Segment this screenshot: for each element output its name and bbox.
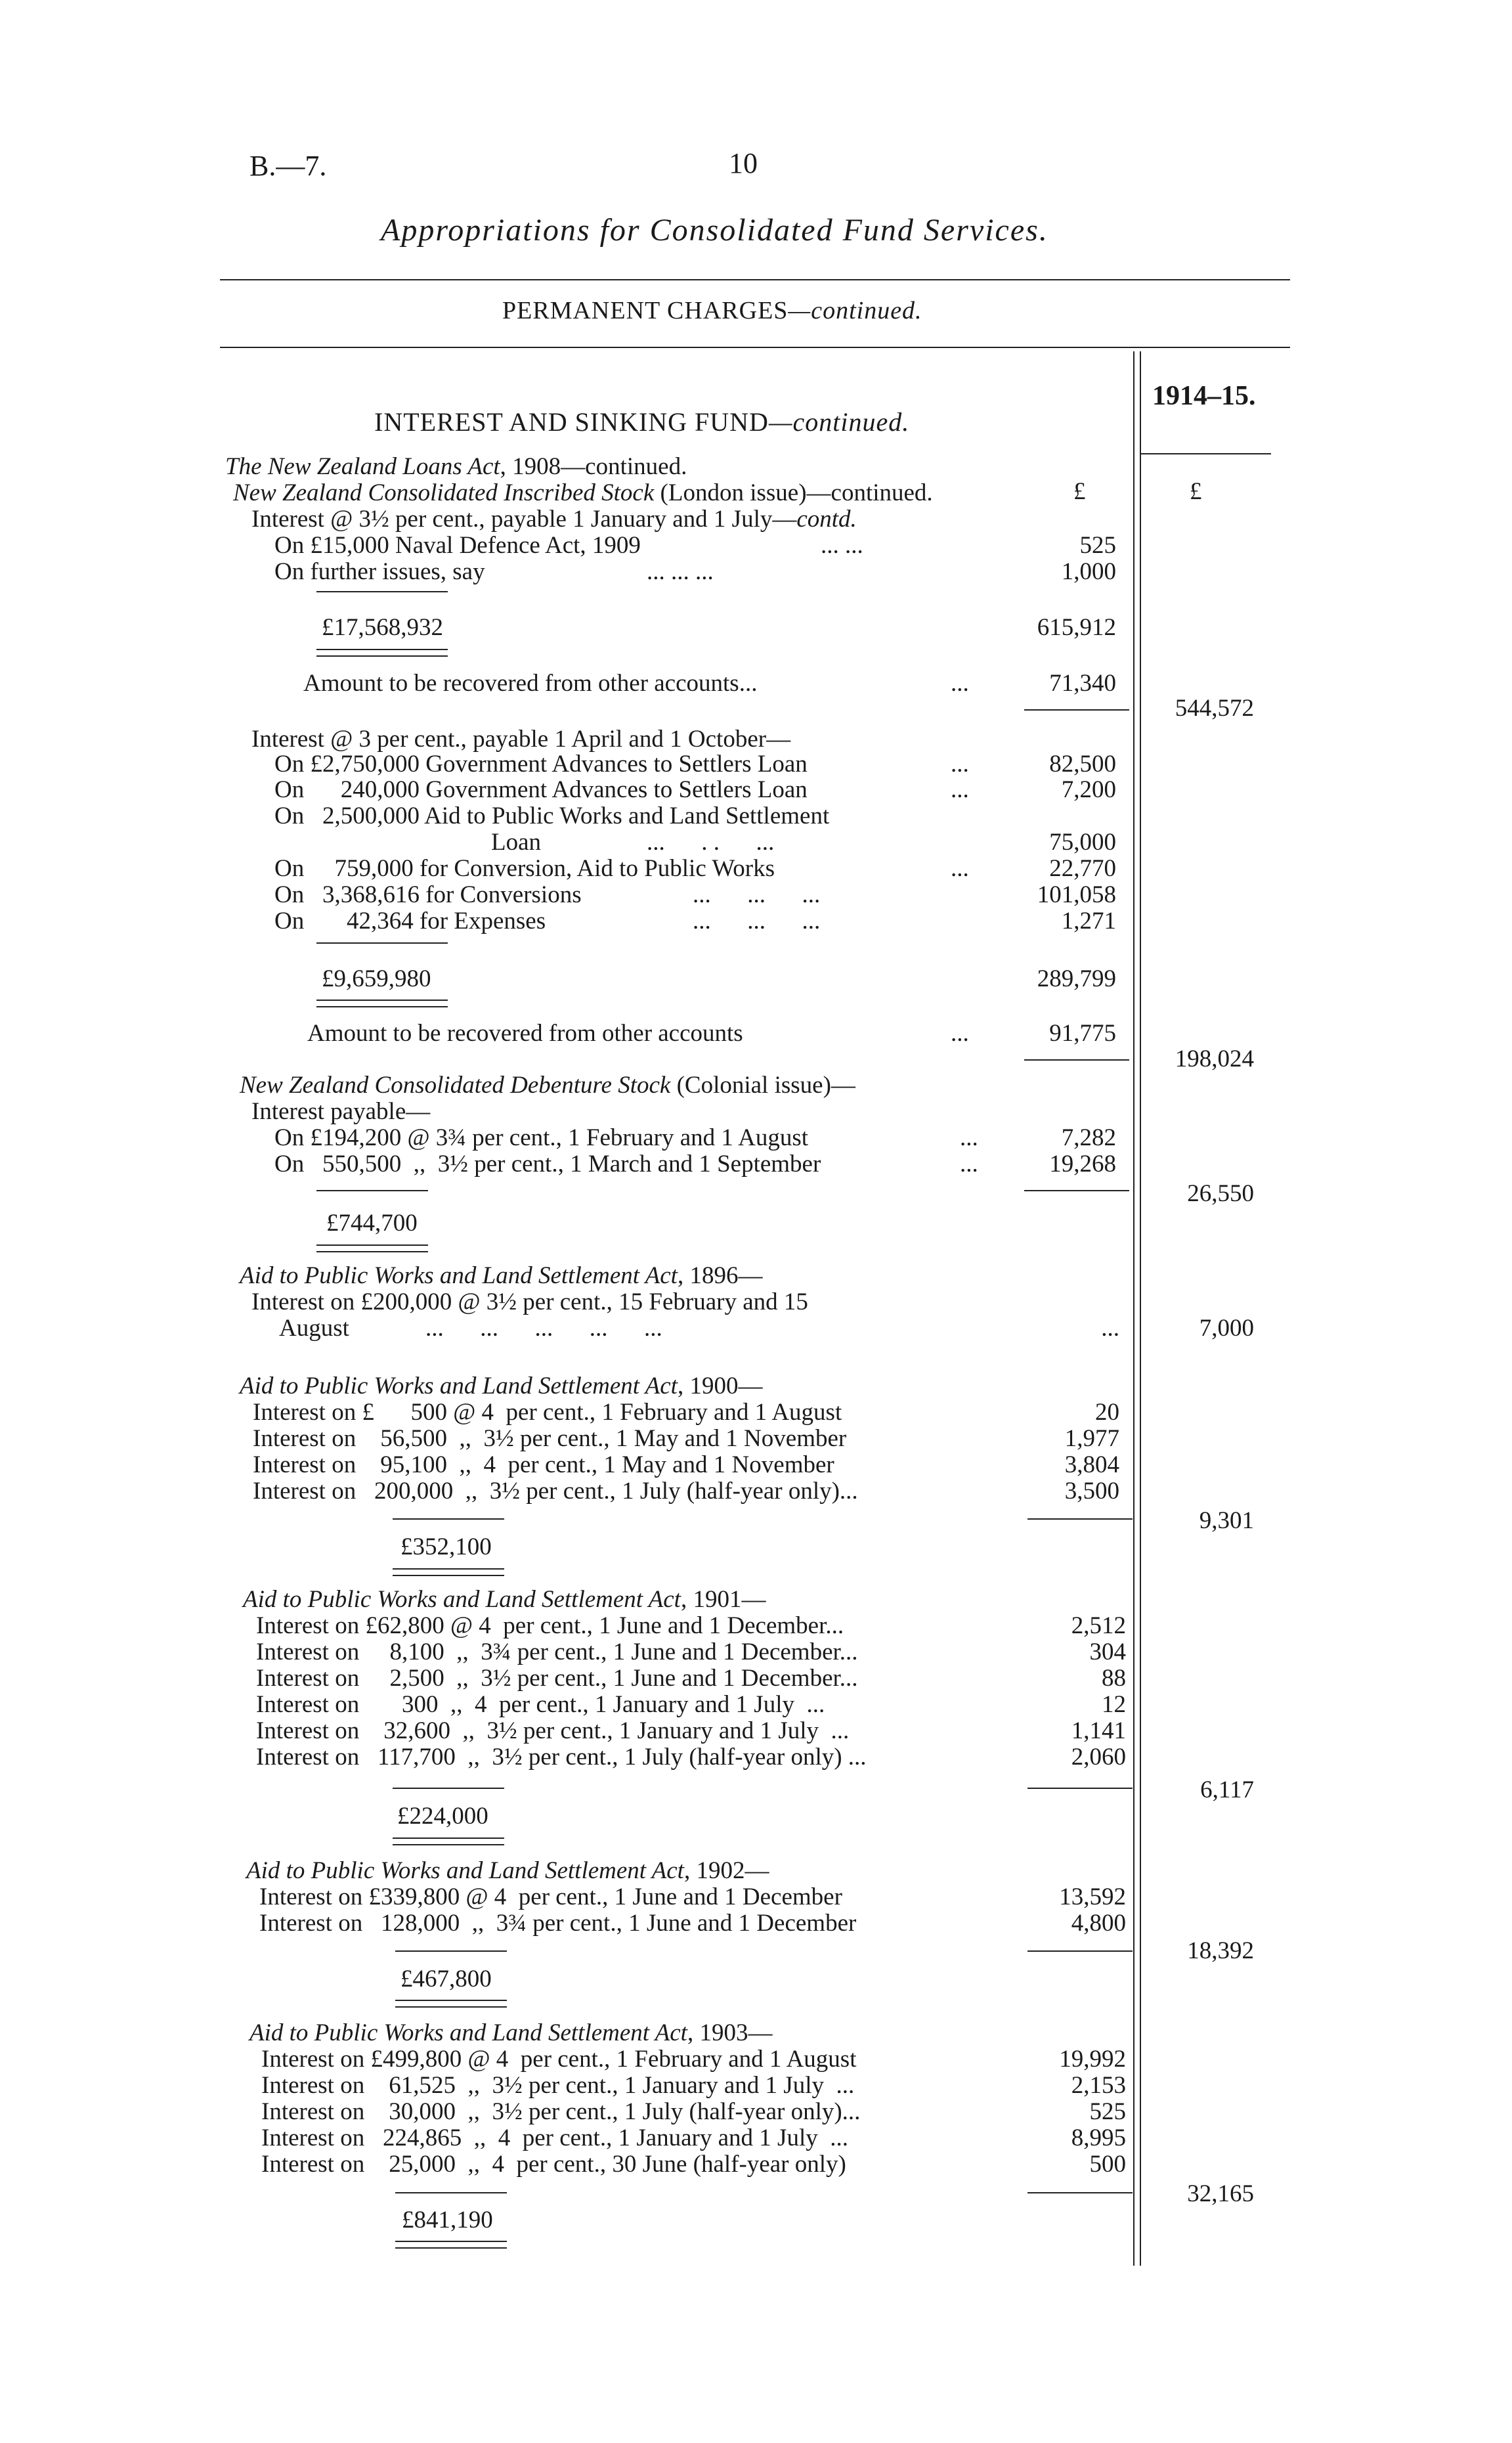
subtotal-rule xyxy=(395,2192,507,2193)
line-amount: 71,340 xyxy=(1049,670,1116,697)
act-heading-1908: The New Zealand Loans Act, 1908—continued. xyxy=(225,453,687,480)
document-ref: B.—7. xyxy=(249,150,327,182)
line-text: Interest payable— xyxy=(251,1098,431,1125)
line-text: On 42,364 for Expenses xyxy=(274,908,546,935)
amount-rule xyxy=(1027,1518,1133,1520)
line-amount: 20 xyxy=(1095,1399,1119,1426)
capital-total: £467,800 xyxy=(400,1966,492,1992)
line-text: Interest on £200,000 @ 3½ per cent., 15 February and 15 xyxy=(251,1288,808,1315)
line-text: Interest @ 3 per cent., payable 1 April and 1 October— xyxy=(251,726,791,753)
line-amount: 19,992 xyxy=(1059,2046,1126,2073)
line-amount: 3,500 xyxy=(1064,1478,1119,1505)
amount-rule xyxy=(1027,1950,1133,1952)
title-rule xyxy=(220,279,1290,280)
line-text: On 3,368,616 for Conversions xyxy=(274,881,582,908)
line-text: Interest on 128,000 ,, 3¾ per cent., 1 June and 1 December xyxy=(259,1910,857,1937)
line-amount: 1,977 xyxy=(1064,1425,1119,1452)
line-dots: ... ... ... ... ... xyxy=(425,1315,662,1342)
line-amount: 22,770 xyxy=(1049,855,1116,882)
line-dots: ... xyxy=(951,670,969,697)
line-amount: 525 xyxy=(1089,2098,1126,2125)
act-heading-1900: Aid to Public Works and Land Settlement Act, 1900— xyxy=(240,1373,763,1399)
line-amount: 8,995 xyxy=(1071,2124,1126,2151)
line-amount: 19,268 xyxy=(1049,1151,1116,1177)
subtitle-main: PERMANENT CHARGES xyxy=(502,297,788,324)
line-text: On 240,000 Government Advances to Settlers Loan xyxy=(274,776,808,803)
line-amount: 289,799 xyxy=(1037,965,1116,992)
amount-rule xyxy=(1024,709,1129,711)
line-text: Interest on 30,000 ,, 3½ per cent., 1 July (half-year only)... xyxy=(261,2098,861,2125)
line-dots: ... xyxy=(951,855,969,882)
line-amount: 1,141 xyxy=(1071,1717,1126,1744)
line-dots: ... xyxy=(951,776,969,803)
double-rule xyxy=(393,1838,504,1845)
line-amount: 2,153 xyxy=(1071,2072,1126,2099)
capital-total: £841,190 xyxy=(402,2207,493,2234)
section-heading-continued: —continued. xyxy=(768,407,910,437)
line-dots: ... xyxy=(960,1151,978,1177)
line-dots: ... ... ... xyxy=(693,908,821,935)
line-amount: 4,800 xyxy=(1071,1910,1126,1937)
year-total: 6,117 xyxy=(1200,1776,1254,1803)
line-amount: 500 xyxy=(1089,2151,1126,2178)
line-text: Loan xyxy=(491,829,542,856)
year-total: 544,572 xyxy=(1175,695,1254,722)
capital-total: £17,568,932 xyxy=(322,614,443,641)
year-heading-rule xyxy=(1140,453,1271,454)
amount-currency-symbol: £ xyxy=(1073,478,1086,505)
line-amount: 88 xyxy=(1102,1665,1126,1692)
year-total: 26,550 xyxy=(1187,1180,1254,1207)
amount-rule xyxy=(1027,2192,1133,2193)
line-text: Interest on 224,865 ,, 4 per cent., 1 January and 1 July ... xyxy=(261,2124,848,2151)
double-rule xyxy=(316,649,448,657)
line-amount: ... xyxy=(1101,1315,1119,1342)
line-text: Interest on 117,700 ,, 3½ per cent., 1 July (half-year only) ... xyxy=(256,1744,867,1771)
line-amount: 2,060 xyxy=(1071,1744,1126,1771)
line-text: Amount to be recovered from other accounts xyxy=(307,1020,743,1047)
line-text: On 550,500 ,, 3½ per cent., 1 March and 1 September xyxy=(274,1151,821,1177)
line-text: Interest on 8,100 ,, 3¾ per cent., 1 June and 1 December... xyxy=(256,1639,858,1665)
line-amount: 3,804 xyxy=(1064,1451,1119,1478)
double-rule xyxy=(393,1568,504,1576)
line-text: Interest on £339,800 @ 4 per cent., 1 June and 1 December xyxy=(259,1883,842,1910)
year-total: 198,024 xyxy=(1175,1045,1254,1072)
line-text: Interest on 56,500 ,, 3½ per cent., 1 May and 1 November xyxy=(253,1425,847,1452)
line-text: Interest on 25,000 ,, 4 per cent., 30 June (half-year only) xyxy=(261,2151,846,2178)
line-text: Interest on 300 ,, 4 per cent., 1 January and 1 July ... xyxy=(256,1691,825,1718)
year-total: 9,301 xyxy=(1199,1507,1254,1534)
line-amount: 2,512 xyxy=(1071,1612,1126,1639)
line-amount: 304 xyxy=(1089,1639,1126,1665)
capital-total: £744,700 xyxy=(326,1210,418,1237)
subtotal-rule xyxy=(393,1788,504,1789)
section-heading xyxy=(374,408,909,436)
line-dots: ... . . ... xyxy=(647,829,775,856)
line-text: Interest on 32,600 ,, 3½ per cent., 1 January and 1 July ... xyxy=(256,1717,850,1744)
line-text: On 759,000 for Conversion, Aid to Public Works xyxy=(274,855,775,882)
line-amount: 82,500 xyxy=(1049,751,1116,778)
line-amount: 13,592 xyxy=(1059,1883,1126,1910)
year-total: 7,000 xyxy=(1199,1315,1254,1342)
subtotal-rule xyxy=(316,1190,428,1191)
line-dots: ... ... ... xyxy=(693,881,821,908)
year-total: 32,165 xyxy=(1187,2180,1254,2207)
line-text: August xyxy=(279,1315,349,1342)
page-title: Appropriations for Consolidated Fund Services. xyxy=(381,213,1048,248)
subtotal-rule xyxy=(316,942,448,944)
line-dots: ... ... ... xyxy=(647,558,714,585)
act-heading-1902: Aid to Public Works and Land Settlement Act, 1902— xyxy=(246,1857,769,1884)
line-text: Interest on 2,500 ,, 3½ per cent., 1 June and 1 December... xyxy=(256,1665,858,1692)
line-amount: 615,912 xyxy=(1037,614,1116,641)
act-heading-1903: Aid to Public Works and Land Settlement Act, 1903— xyxy=(249,2019,773,2046)
subtitle-rule xyxy=(220,347,1290,348)
double-rule xyxy=(316,1000,448,1007)
stock-heading-colonial: New Zealand Consolidated Debenture Stock (Colonial issue)— xyxy=(240,1072,855,1099)
line-text: Interest on 61,525 ,, 3½ per cent., 1 January and 1 July ... xyxy=(261,2072,855,2099)
line-text: Interest on £62,800 @ 4 per cent., 1 June and 1 December... xyxy=(256,1612,844,1639)
act-heading-1896: Aid to Public Works and Land Settlement Act, 1896— xyxy=(240,1262,763,1289)
line-dots: ... xyxy=(960,1124,978,1151)
subtitle-continued: —continued. xyxy=(788,297,922,324)
line-amount: 12 xyxy=(1102,1691,1126,1718)
amount-rule xyxy=(1027,1788,1133,1789)
line-amount: 101,058 xyxy=(1037,881,1116,908)
capital-total: £9,659,980 xyxy=(322,965,431,992)
line-text: On further issues, say xyxy=(274,558,485,585)
line-text: Interest on 95,100 ,, 4 per cent., 1 May and 1 November xyxy=(253,1451,834,1478)
line-text: On £194,200 @ 3¾ per cent., 1 February and 1 August xyxy=(274,1124,809,1151)
capital-total: £352,100 xyxy=(400,1533,492,1560)
amount-rule xyxy=(1024,1190,1129,1191)
line-text: On £15,000 Naval Defence Act, 1909 xyxy=(274,532,641,559)
line-text: On 2,500,000 Aid to Public Works and Land Settlement xyxy=(274,803,830,829)
line-amount: 7,200 xyxy=(1061,776,1116,803)
stock-heading-london: New Zealand Consolidated Inscribed Stock (London issue)—continued. xyxy=(233,479,933,506)
line-amount: 525 xyxy=(1079,532,1116,559)
line-amount: 1,000 xyxy=(1061,558,1116,585)
page-subtitle xyxy=(502,297,922,324)
year-column-heading: 1914–15. xyxy=(1152,381,1256,411)
line-text: Interest on 200,000 ,, 3½ per cent., 1 July (half-year only)... xyxy=(253,1478,858,1505)
double-rule xyxy=(316,1244,428,1252)
subtotal-rule xyxy=(395,1950,507,1952)
amount-rule xyxy=(1024,1059,1129,1061)
subtotal-rule xyxy=(316,591,448,592)
column-divider-left xyxy=(1133,351,1134,2266)
line-text: Interest on £ 500 @ 4 per cent., 1 February and 1 August xyxy=(253,1399,842,1426)
line-dots: ... xyxy=(951,1020,969,1047)
line-text: Amount to be recovered from other accounts... xyxy=(303,670,758,697)
line-text: Interest on £499,800 @ 4 per cent., 1 February and 1 August xyxy=(261,2046,857,2073)
line-dots: ... xyxy=(951,751,969,778)
line-text: On £2,750,000 Government Advances to Settlers Loan xyxy=(274,751,808,778)
line-amount: 1,271 xyxy=(1061,908,1116,935)
page-number: 10 xyxy=(729,147,758,179)
column-divider-right xyxy=(1140,351,1141,2266)
act-heading-1901: Aid to Public Works and Land Settlement Act, 1901— xyxy=(243,1586,766,1613)
year-currency-symbol: £ xyxy=(1190,478,1202,505)
line-amount: 7,282 xyxy=(1061,1124,1116,1151)
double-rule xyxy=(395,2241,507,2249)
section-heading-main: INTEREST AND SINKING FUND xyxy=(374,407,769,437)
year-total: 18,392 xyxy=(1187,1937,1254,1964)
double-rule xyxy=(395,2000,507,2008)
line-amount: 91,775 xyxy=(1049,1020,1116,1047)
subtotal-rule xyxy=(393,1518,504,1520)
interest-line-3-5: Interest @ 3½ per cent., payable 1 January and 1 July—contd. xyxy=(251,506,857,533)
line-dots: ... ... xyxy=(821,532,863,559)
line-amount: 75,000 xyxy=(1049,829,1116,856)
capital-total: £224,000 xyxy=(397,1803,488,1830)
